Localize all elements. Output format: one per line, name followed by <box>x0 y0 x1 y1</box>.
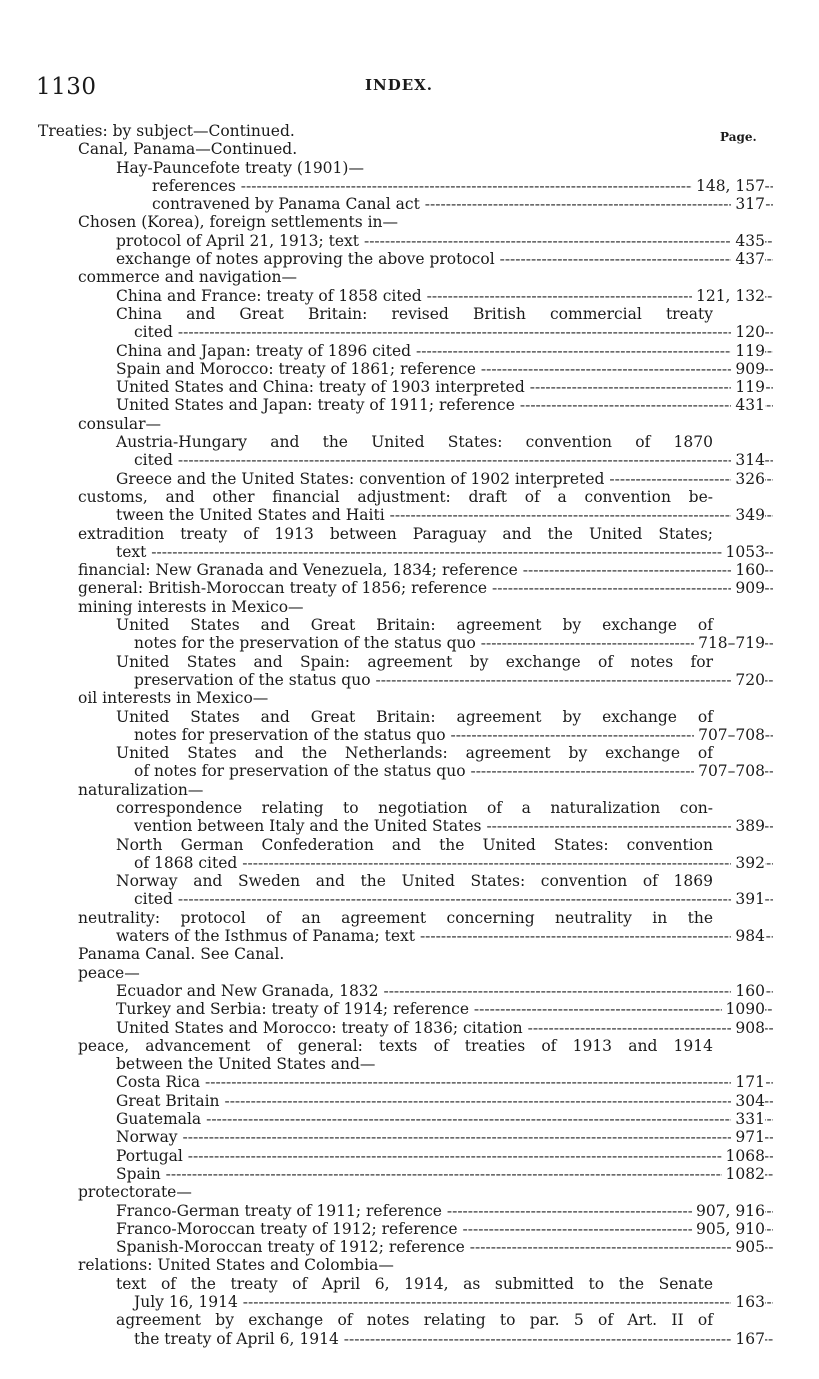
index-entry <box>38 1037 773 1055</box>
index-entry-text: North German Confederation and the United States: convention <box>116 835 713 854</box>
index-entry <box>38 671 773 689</box>
index-entry <box>38 140 773 158</box>
index-entry-text: preservation of the status quo ----- <box>134 671 773 689</box>
index-entry-page: 707–708 <box>694 762 765 780</box>
index-entry-page: 907, 916 <box>692 1202 765 1220</box>
index-entry-text: of 1868 cited ----- <box>134 854 773 872</box>
index-entry <box>38 525 773 543</box>
index-entry-text: general: British-Moroccan treaty of 1856; reference ----- <box>78 579 773 597</box>
index-entry-text: mining interests in Mexico— <box>78 597 304 616</box>
index-entry <box>38 1092 773 1110</box>
index-entry-text: United States and China: treaty of 1903 interpreted ----- <box>116 378 773 396</box>
index-entry-text: Costa Rica ----- <box>116 1073 773 1091</box>
index-entry-page: 167 <box>731 1330 765 1348</box>
index-entry-text: Hay-Pauncefote treaty (1901)— <box>116 158 364 177</box>
index-entry <box>38 890 773 908</box>
index-entries <box>38 122 773 1348</box>
index-entry-page: 971 <box>731 1128 765 1146</box>
index-entry-text: Spanish-Moroccan treaty of 1912; reference ----- <box>116 1238 773 1256</box>
index-entry-page: 431 <box>731 396 765 414</box>
index-entry-text: July 16, 1914 ----- <box>134 1293 773 1311</box>
index-entry-text: cited ----- <box>134 451 773 469</box>
page-number: 1130 <box>36 74 97 100</box>
index-entry <box>38 1275 773 1293</box>
index-entry-text: Franco-Moroccan treaty of 1912; reference ----- <box>116 1220 773 1238</box>
index-entry <box>38 653 773 671</box>
index-entry-page: 304 <box>731 1092 765 1110</box>
index-entry <box>38 360 773 378</box>
index-entry <box>38 159 773 177</box>
index-entry <box>38 708 773 726</box>
index-entry-page: 314 <box>731 451 765 469</box>
index-entry-page: 392 <box>731 854 765 872</box>
index-entry-page: 909 <box>731 360 765 378</box>
index-entry <box>38 305 773 323</box>
index-entry <box>38 817 773 835</box>
index-entry <box>38 1055 773 1073</box>
index-entry-text: United States and Great Britain: agreement by exchange of <box>116 616 713 635</box>
index-entry <box>38 1293 773 1311</box>
index-entry <box>38 488 773 506</box>
index-entry-page: 391 <box>731 890 765 908</box>
index-entry-text: vention between Italy and the United States ----- <box>134 817 773 835</box>
index-entry <box>38 836 773 854</box>
index-entry <box>38 396 773 414</box>
index-entry-text: correspondence relating to negotiation of a naturalization con- <box>116 798 713 817</box>
index-entry-text: Chosen (Korea), foreign settlements in— <box>78 213 399 232</box>
index-entry-text: relations: United States and Colombia— <box>78 1256 394 1275</box>
index-entry-text: Turkey and Serbia: treaty of 1914; reference ----- <box>116 1000 773 1018</box>
index-entry-text: tween the United States and Haiti ----- <box>116 506 773 524</box>
index-entry-page: 1053 <box>722 543 765 561</box>
running-header-title: INDEX. <box>365 76 434 94</box>
index-entry <box>38 232 773 250</box>
index-entry-text: oil interests in Mexico— <box>78 689 269 708</box>
index-entry-text: Treaties: by subject—Continued. <box>38 122 295 140</box>
index-entry <box>38 1147 773 1165</box>
index-entry <box>38 122 773 140</box>
index-entry-text: United States and Japan: treaty of 1911; reference ----- <box>116 396 773 414</box>
index-entry-page: 121, 132 <box>692 287 765 305</box>
index-entry <box>38 982 773 1000</box>
index-entry <box>38 250 773 268</box>
index-entry <box>38 287 773 305</box>
index-entry-page: 349 <box>731 506 765 524</box>
index-entry-text: peace— <box>78 963 140 982</box>
index-entry <box>38 378 773 396</box>
index-entry <box>38 1000 773 1018</box>
index-entry-text: protectorate— <box>78 1183 192 1202</box>
index-entry <box>38 1183 773 1201</box>
index-entry-text: customs, and other financial adjustment: draft of a convention be- <box>78 487 713 506</box>
index-entry-text: China and France: treaty of 1858 cited ----- <box>116 287 773 305</box>
index-entry <box>38 579 773 597</box>
index-entry <box>38 927 773 945</box>
index-entry-page: 171 <box>731 1073 765 1091</box>
index-entry-text: Ecuador and New Granada, 1832 ----- <box>116 982 773 1000</box>
index-entry-page: 1082 <box>722 1165 765 1183</box>
index-entry-page: 905 <box>731 1238 765 1256</box>
index-entry-page: 1090 <box>722 1000 765 1018</box>
index-entry-text: notes for preservation of the status quo ----- <box>134 726 773 744</box>
index-entry-page: 148, 157 <box>692 177 765 195</box>
index-entry-text: naturalization— <box>78 780 204 799</box>
index-entry <box>38 342 773 360</box>
index-entry-page: 718–719 <box>694 634 765 652</box>
index-entry-text: United States and the Netherlands: agreement by exchange of <box>116 744 713 763</box>
index-entry-page: 984 <box>731 927 765 945</box>
index-entry-page: 163 <box>731 1293 765 1311</box>
index-entry-page: 707–708 <box>694 726 765 744</box>
index-entry-text: Spain and Morocco: treaty of 1861; reference ----- <box>116 360 773 378</box>
index-entry-page: 119 <box>731 342 765 360</box>
index-entry-text: United States and Spain: agreement by exchange of notes for <box>116 652 713 671</box>
index-entry <box>38 433 773 451</box>
index-entry-text: cited ----- <box>134 323 773 341</box>
index-entry <box>38 1110 773 1128</box>
index-entry-text: Canal, Panama—Continued. <box>78 140 298 159</box>
index-entry-text: the treaty of April 6, 1914 ----- <box>134 1330 773 1348</box>
index-entry <box>38 744 773 762</box>
index-entry-text: between the United States and— <box>116 1055 376 1074</box>
index-entry-text: of notes for preservation of the status quo ----- <box>134 762 773 780</box>
index-entry <box>38 323 773 341</box>
index-entry <box>38 689 773 707</box>
index-entry <box>38 506 773 524</box>
index-entry <box>38 964 773 982</box>
index-entry <box>38 854 773 872</box>
index-entry-page: 909 <box>731 579 765 597</box>
index-entry <box>38 415 773 433</box>
index-entry-text: Guatemala ----- <box>116 1110 773 1128</box>
index-entry-text: peace, advancement of general: texts of treaties of 1913 and 1914 <box>78 1036 713 1055</box>
index-entry-text: notes for the preservation of the status quo ----- <box>134 634 773 652</box>
index-entry-page: 905, 910 <box>692 1220 765 1238</box>
index-entry <box>38 781 773 799</box>
index-entry <box>38 945 773 963</box>
index-entry <box>38 634 773 652</box>
index-entry <box>38 616 773 634</box>
index-entry-text: China and Great Britain: revised British commercial treaty <box>116 304 713 323</box>
index-entry <box>38 799 773 817</box>
index-entry-text: United States and Great Britain: agreement by exchange of <box>116 707 713 726</box>
index-entry-text: cited ----- <box>134 890 773 908</box>
index-entry-page: 435 <box>731 232 765 250</box>
index-entry-text: Norway ----- <box>116 1128 773 1146</box>
index-entry <box>38 1073 773 1091</box>
index-entry-text: China and Japan: treaty of 1896 cited ----- <box>116 342 773 360</box>
index-entry <box>38 1311 773 1329</box>
index-entry-page: 437 <box>731 250 765 268</box>
index-entry-page: 1068 <box>722 1147 765 1165</box>
index-entry-text: neutrality: protocol of an agreement concerning neutrality in the <box>78 908 713 927</box>
index-entry <box>38 195 773 213</box>
index-entry <box>38 561 773 579</box>
index-entry-text: references ----- <box>152 177 773 195</box>
index-entry-page: 389 <box>731 817 765 835</box>
index-entry <box>38 1165 773 1183</box>
index-entry-page: 720 <box>731 671 765 689</box>
index-entry-text: text of the treaty of April 6, 1914, as submitted to the Senate <box>116 1274 713 1293</box>
index-entry <box>38 1128 773 1146</box>
index-entry-text: Franco-German treaty of 1911; reference ----- <box>116 1202 773 1220</box>
index-entry <box>38 909 773 927</box>
index-entry <box>38 726 773 744</box>
index-entry <box>38 451 773 469</box>
index-entry <box>38 470 773 488</box>
index-entry-text: text ----- <box>116 543 773 561</box>
index-entry-text: waters of the Isthmus of Panama; text ----- <box>116 927 773 945</box>
index-entry <box>38 1330 773 1348</box>
index-entry-text: Austria-Hungary and the United States: convention of 1870 <box>116 433 713 452</box>
index-entry-text: Norway and Sweden and the United States: convention of 1869 <box>116 872 713 891</box>
index-entry <box>38 598 773 616</box>
index-entry-text: financial: New Granada and Venezuela, 1834; reference ----- <box>78 561 773 579</box>
index-entry <box>38 762 773 780</box>
index-entry <box>38 872 773 890</box>
index-entry-text: Spain ----- <box>116 1165 773 1183</box>
index-entry-text: exchange of notes approving the above protocol ----- <box>116 250 773 268</box>
index-entry-page: 331 <box>731 1110 765 1128</box>
index-entry-text: Great Britain ----- <box>116 1092 773 1110</box>
index-entry-page: 317 <box>731 195 765 213</box>
index-entry-text: United States and Morocco: treaty of 1836; citation ----- <box>116 1019 773 1037</box>
index-entry-page: 908 <box>731 1019 765 1037</box>
index-entry-text: Greece and the United States: convention of 1902 interpreted ----- <box>116 470 773 488</box>
index-entry <box>38 1019 773 1037</box>
index-entry <box>38 543 773 561</box>
index-entry <box>38 213 773 231</box>
index-entry-text: commerce and navigation— <box>78 268 297 287</box>
index-entry <box>38 268 773 286</box>
index-entry-page: 119 <box>731 378 765 396</box>
index-entry-text: extradition treaty of 1913 between Paraguay and the United States; <box>78 524 713 543</box>
page-column-label: Page. <box>720 130 757 144</box>
index-entry <box>38 177 773 195</box>
index-entry-text: Portugal ----- <box>116 1147 773 1165</box>
index-entry-page: 160 <box>731 982 765 1000</box>
index-entry <box>38 1256 773 1274</box>
index-entry-text: Panama Canal. See Canal. <box>78 945 285 964</box>
index-entry-page: 120 <box>731 323 765 341</box>
index-entry <box>38 1238 773 1256</box>
index-entry-text: consular— <box>78 414 162 433</box>
index-entry-text: contravened by Panama Canal act ----- <box>152 195 773 213</box>
index-entry-page: 160 <box>731 561 765 579</box>
index-entry-text: protocol of April 21, 1913; text ----- <box>116 232 773 250</box>
index-entry <box>38 1202 773 1220</box>
index-entry-page: 326 <box>731 470 765 488</box>
index-entry-text: agreement by exchange of notes relating to par. 5 of Art. II of <box>116 1311 713 1330</box>
index-entry <box>38 1220 773 1238</box>
